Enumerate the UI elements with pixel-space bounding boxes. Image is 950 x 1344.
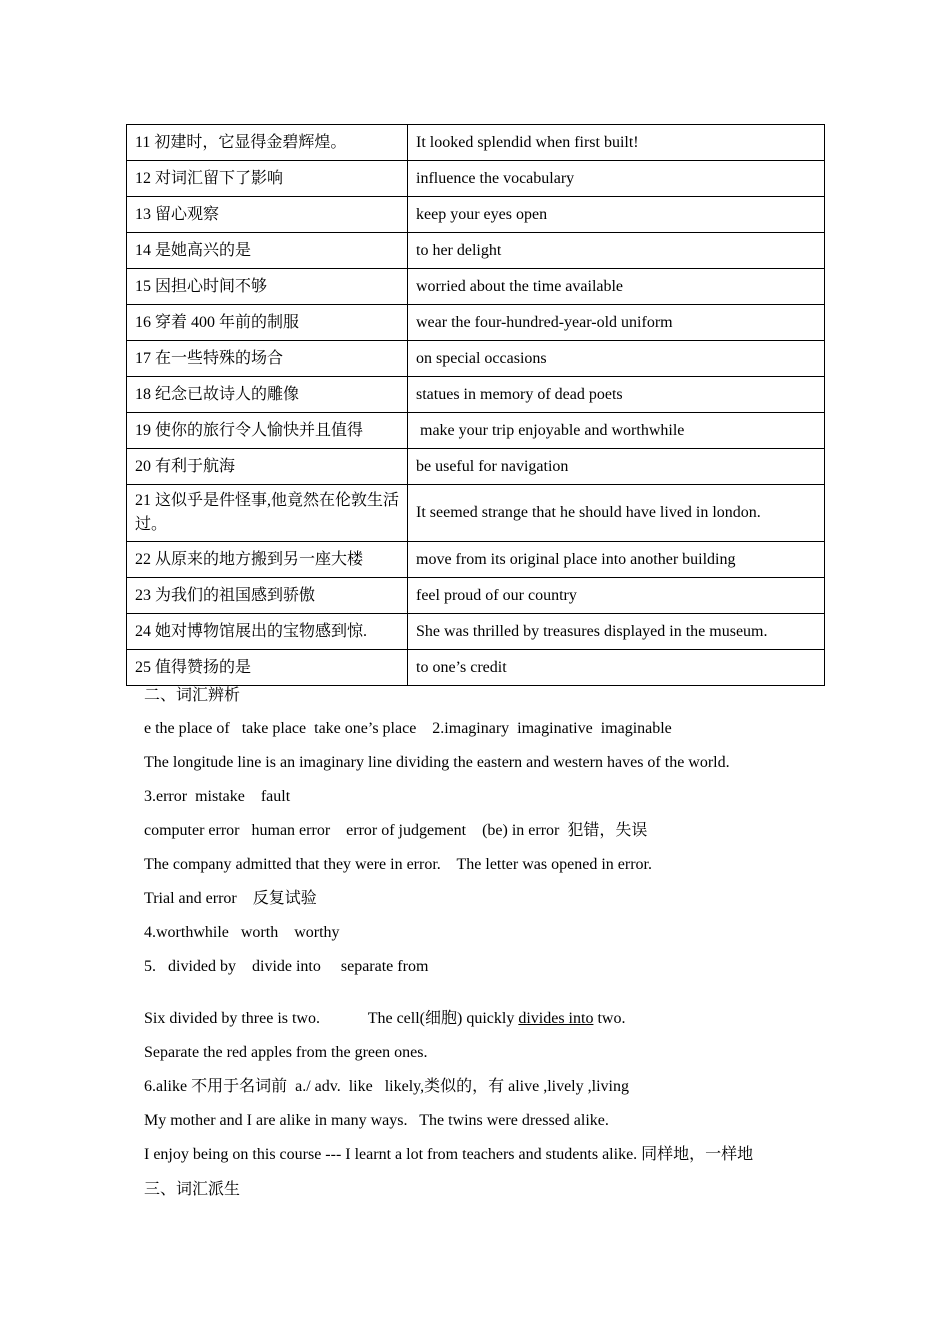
table-row <box>127 413 825 449</box>
text-segment: two. <box>593 1010 626 1027</box>
chinese-cell: 14 是她高兴的是 <box>127 233 408 269</box>
chinese-cell: 12 对词汇留下了影响 <box>127 161 408 197</box>
section-heading-word-derivation: 三、词汇派生 <box>144 1181 241 1198</box>
table-row <box>127 341 825 377</box>
chinese-cell: 11 初建时，它显得金碧辉煌。 <box>127 125 408 161</box>
english-cell: on special occasions <box>408 341 825 377</box>
english-cell: worried about the time available <box>408 269 825 305</box>
chinese-cell: 19 使你的旅行令人愉快并且值得 <box>127 413 408 449</box>
table-row <box>127 614 825 650</box>
english-cell: to her delight <box>408 233 825 269</box>
chinese-cell: 13 留心观察 <box>127 197 408 233</box>
english-cell: statues in memory of dead poets <box>408 377 825 413</box>
text-line: I enjoy being on this course --- I learnt a lot from teachers and students alike. 同样地，一样地 <box>144 1146 754 1163</box>
table-row <box>127 377 825 413</box>
vocabulary-table <box>126 124 825 686</box>
table-row <box>127 485 825 542</box>
table-row <box>127 125 825 161</box>
table-row <box>127 197 825 233</box>
table-row <box>127 650 825 686</box>
table-row <box>127 449 825 485</box>
english-cell: keep your eyes open <box>408 197 825 233</box>
text-segment: Six divided by three is two. The cell(细胞) quickly <box>144 1010 519 1027</box>
english-cell: She was thrilled by treasures displayed in the museum. <box>408 614 825 650</box>
text-line: Separate the red apples from the green ones. <box>144 1044 428 1061</box>
english-cell: influence the vocabulary <box>408 161 825 197</box>
table-row <box>127 161 825 197</box>
english-cell: make your trip enjoyable and worthwhile <box>408 413 825 449</box>
chinese-cell: 15 因担心时间不够 <box>127 269 408 305</box>
text-line: 3.error mistake fault <box>144 788 291 805</box>
english-cell: It seemed strange that he should have lived in london. <box>408 485 825 542</box>
section-heading-vocabulary-analysis: 二、词汇辨析 <box>144 687 241 704</box>
english-cell: be useful for navigation <box>408 449 825 485</box>
underlined-phrase: divides into <box>518 1010 594 1027</box>
text-line: 4.worthwhile worth worthy <box>144 924 340 941</box>
chinese-cell: 22 从原来的地方搬到另一座大楼 <box>127 542 408 578</box>
chinese-cell: 25 值得赞扬的是 <box>127 650 408 686</box>
text-line: computer error human error error of judgement (be) in error 犯错，失误 <box>144 822 648 839</box>
table-row <box>127 542 825 578</box>
chinese-cell: 21 这似乎是件怪事,他竟然在伦敦生活过。 <box>127 485 408 542</box>
text-line: 6.alike 不用于名词前 a./ adv. like likely,类似的，有 alive ,lively ,living <box>144 1078 629 1095</box>
table-row <box>127 233 825 269</box>
text-line: Trial and error 反复试验 <box>144 890 317 907</box>
text-line: My mother and I are alike in many ways. The twins were dressed alike. <box>144 1112 609 1129</box>
english-cell: to one’s credit <box>408 650 825 686</box>
text-line: 5. divided by divide into separate from <box>144 958 429 975</box>
text-line: e the place of take place take one’s place 2.imaginary imaginative imaginable <box>144 720 672 737</box>
text-line <box>144 1009 625 1029</box>
chinese-cell: 24 她对博物馆展出的宝物感到惊. <box>127 614 408 650</box>
chinese-cell: 17 在一些特殊的场合 <box>127 341 408 377</box>
english-cell: It looked splendid when first built! <box>408 125 825 161</box>
english-cell: move from its original place into another building <box>408 542 825 578</box>
table-row <box>127 305 825 341</box>
chinese-cell: 23 为我们的祖国感到骄傲 <box>127 578 408 614</box>
english-cell: feel proud of our country <box>408 578 825 614</box>
chinese-cell: 18 纪念已故诗人的雕像 <box>127 377 408 413</box>
chinese-cell: 20 有利于航海 <box>127 449 408 485</box>
table-row <box>127 578 825 614</box>
text-line: The longitude line is an imaginary line dividing the eastern and western haves of the world. <box>144 754 730 771</box>
text-line: The company admitted that they were in error. The letter was opened in error. <box>144 856 652 873</box>
table-row <box>127 269 825 305</box>
chinese-cell: 16 穿着 400 年前的制服 <box>127 305 408 341</box>
english-cell: wear the four-hundred-year-old uniform <box>408 305 825 341</box>
